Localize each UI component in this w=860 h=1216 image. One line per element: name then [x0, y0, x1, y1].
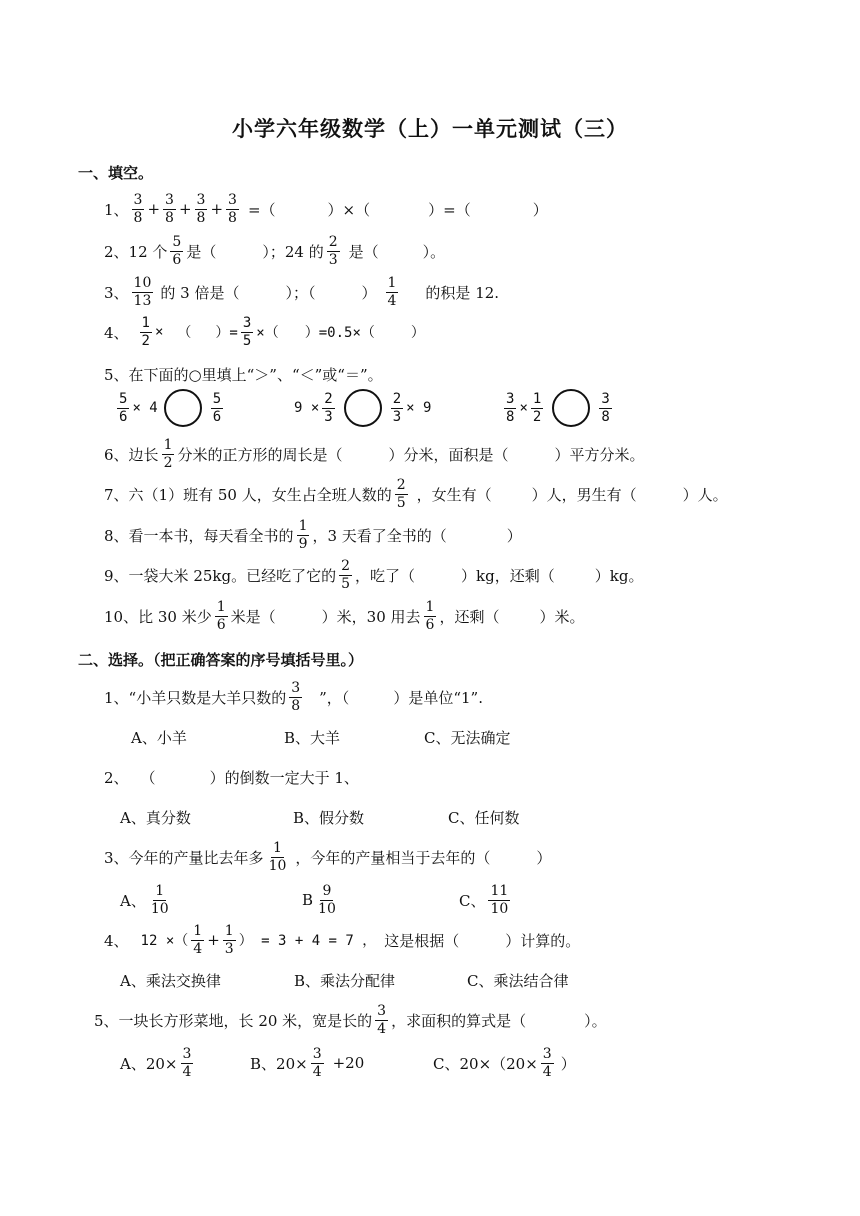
question-number: 6、: [104, 445, 129, 464]
fraction: $\frac{1}{10}$: [150, 883, 169, 917]
option-c[interactable]: C、任何数: [448, 808, 520, 827]
question-1-8: [104, 515, 522, 555]
question-text: 边长: [128, 445, 159, 464]
option-label: +20: [332, 1054, 365, 1072]
comparison-2: [294, 387, 431, 429]
question-text: 一块长方形菜地，长 20 米，宽是长的: [118, 1011, 373, 1030]
plus-sign: +: [147, 200, 161, 218]
question-text: × 9: [406, 400, 432, 416]
fraction: $\frac{2}{5}$: [341, 558, 351, 592]
fraction: $\frac{1}{2}$: [141, 315, 150, 349]
question-text: 的 3 倍是（: [160, 283, 240, 302]
option-label: A、: [120, 891, 146, 910]
fraction: $\frac{3}{8}$: [133, 192, 143, 226]
fraction: $\frac{1}{10}$: [268, 840, 287, 874]
question-text: 看一本书，每天看全书的: [128, 526, 294, 545]
question-2-4: [104, 918, 580, 962]
question-1-3: [104, 272, 499, 312]
fraction: $\frac{3}{4}$: [312, 1046, 322, 1080]
compare-circle[interactable]: [552, 389, 590, 427]
option-a[interactable]: A、真分数: [120, 808, 191, 827]
fraction: $\frac{2}{3}$: [328, 234, 338, 268]
question-text: ）的倒数一定大于 1、: [209, 768, 359, 787]
compare-circle[interactable]: [164, 389, 202, 427]
fraction: $\frac{5}{6}$: [172, 234, 182, 268]
option-label: C、20×（20×: [433, 1054, 538, 1073]
fraction: $\frac{3}{8}$: [506, 391, 515, 425]
question-text: ）是单位“1”.: [393, 688, 483, 707]
option-a[interactable]: [120, 1041, 196, 1085]
question-2-1: [104, 677, 483, 717]
option-b[interactable]: [250, 1041, 364, 1085]
question-text: ）；（: [285, 283, 316, 302]
fraction: $\frac{3}{4}$: [182, 1046, 192, 1080]
options-2-1: [131, 717, 510, 757]
question-1-6: [104, 434, 645, 474]
question-text: ）人。: [682, 485, 728, 504]
fraction: $\frac{1}{3}$: [224, 923, 234, 957]
question-number: 2、: [104, 242, 129, 261]
question-text: ） = 3 + 4 = 7 ，: [238, 933, 377, 949]
question-text: ，吃了（: [355, 566, 416, 585]
question-text: 在下面的○里填上“＞”、“＜”或“＝”。: [128, 365, 383, 384]
fraction: $\frac{2}{5}$: [396, 477, 406, 511]
option-b[interactable]: B、假分数: [293, 808, 365, 827]
option-a[interactable]: [120, 878, 174, 922]
question-text: 分米的正方形的周长是（: [177, 445, 343, 464]
question-number: 9、: [104, 566, 129, 585]
fraction: $\frac{3}{8}$: [165, 192, 174, 226]
question-text: ，今年的产量相当于去年的（: [295, 848, 491, 867]
question-1-4: [104, 312, 425, 352]
question-text: ）；24 的: [262, 242, 324, 261]
question-text: ）: [361, 283, 377, 302]
question-number: 8、: [104, 526, 129, 545]
question-1-2: [104, 231, 445, 271]
option-b[interactable]: B、大羊: [284, 728, 341, 747]
fraction: $\frac{11}{10}$: [490, 883, 509, 917]
question-text: “小羊只数是大羊只数的: [128, 688, 287, 707]
question-number: 4、: [104, 931, 129, 950]
question-number: 5、: [104, 365, 129, 384]
fraction: $\frac{9}{10}$: [318, 883, 336, 917]
question-2-2: [104, 757, 359, 797]
question-text: ）=: [215, 325, 238, 341]
equals-open-paren: =（: [247, 200, 276, 219]
fraction: $\frac{1}{6}$: [425, 599, 435, 633]
fraction: $\frac{2}{3}$: [324, 391, 333, 425]
question-number: 7、: [104, 485, 129, 504]
question-number: 2、: [104, 768, 129, 787]
plus-sign: +: [210, 200, 224, 218]
option-label: A、20×: [120, 1054, 178, 1073]
close-paren: ）: [506, 526, 522, 545]
question-text: 这是根据（: [384, 931, 460, 950]
section-heading-choice: 二、选择。（把正确答案的序号填括号里。）: [78, 651, 364, 669]
option-c[interactable]: [433, 1041, 576, 1085]
option-c[interactable]: C、乘法结合律: [467, 971, 569, 990]
option-a[interactable]: A、乘法交换律: [120, 971, 221, 990]
close-paren: ）: [532, 200, 548, 219]
question-text: ，求面积的算式是（: [391, 1011, 527, 1030]
question-text: 米是（: [230, 607, 276, 626]
question-1-9: [104, 555, 643, 595]
question-text: ）米，30 用去: [321, 607, 421, 626]
option-b[interactable]: B、乘法分配律: [294, 971, 396, 990]
question-text: 12 ×（: [140, 933, 189, 949]
fraction: $\frac{1}{6}$: [216, 599, 226, 633]
question-text: ）。: [422, 242, 446, 261]
option-label: B: [302, 891, 314, 909]
question-2-3: [104, 837, 551, 877]
option-b[interactable]: [302, 878, 341, 922]
question-1-1: [104, 189, 548, 229]
times-sign: ×: [154, 324, 164, 340]
fraction: $\frac{3}{8}$: [291, 680, 301, 714]
fraction: $\frac{3}{8}$: [196, 192, 206, 226]
option-label: B、20×: [250, 1054, 308, 1073]
section-heading-fill-in: 一、填空。: [78, 164, 154, 182]
fraction: $\frac{3}{5}$: [242, 315, 252, 349]
options-2-4: [120, 960, 568, 1000]
question-text: 今年的产量比去年多: [128, 848, 264, 867]
question-text: ）计算的。: [505, 931, 581, 950]
fraction: $\frac{1}{4}$: [387, 275, 397, 309]
comparison-1: [114, 387, 226, 429]
close-paren: ）: [410, 325, 425, 341]
question-text: 比 30 米少: [138, 607, 212, 626]
question-text: ，还剩（: [439, 607, 500, 626]
fraction: $\frac{1}{2}$: [532, 391, 542, 425]
question-text: ，3 天看了全书的（: [312, 526, 447, 545]
question-number: 5、: [94, 1011, 119, 1030]
fraction: $\frac{1}{9}$: [298, 518, 308, 552]
question-text: ）kg。: [594, 566, 644, 585]
fraction: $\frac{3}{8}$: [228, 192, 237, 226]
open-paren: （: [177, 325, 192, 341]
question-text: 9 ×: [294, 400, 320, 416]
option-a[interactable]: A、小羊: [131, 728, 187, 747]
question-number: 1、: [104, 200, 129, 219]
times-sign: ×: [519, 400, 528, 416]
question-text: ”，（: [319, 688, 350, 707]
compare-circle[interactable]: [344, 389, 382, 427]
question-number: 1、: [104, 688, 129, 707]
option-label: C、: [459, 891, 486, 910]
question-text: 一袋大米 25kg。已经吃了它的: [128, 566, 337, 585]
fraction: $\frac{1}{4}$: [193, 923, 203, 957]
question-text: 是（: [348, 242, 379, 261]
open-paren: （: [140, 768, 156, 787]
fraction: $\frac{3}{4}$: [542, 1046, 552, 1080]
question-number: 3、: [104, 848, 129, 867]
fraction: $\frac{3}{4}$: [377, 1003, 387, 1037]
question-text: ）人，男生有（: [531, 485, 637, 504]
question-2-5: [94, 1000, 607, 1040]
question-text: ，女生有（: [416, 485, 492, 504]
question-text: 12 个: [128, 242, 168, 261]
close-paren: ）: [536, 848, 552, 867]
times-paren: ）×（: [327, 200, 371, 219]
question-text: 的积是 12.: [425, 283, 500, 302]
question-1-7: [104, 474, 728, 514]
fraction: $\frac{10}{13}$: [133, 275, 152, 309]
comparison-3: [501, 387, 615, 429]
question-text: ）。: [584, 1011, 607, 1030]
option-c[interactable]: C、无法确定: [424, 728, 511, 747]
question-text: 六（1）班有 50 人，女生占全班人数的: [128, 485, 392, 504]
fraction: $\frac{5}{6}$: [212, 391, 222, 425]
page-title: 小学六年级数学（上）一单元测试（三）: [232, 116, 628, 141]
times-sign: × 4: [132, 400, 158, 416]
question-text: ）平方分米。: [554, 445, 645, 464]
question-text: ×（: [256, 325, 279, 341]
question-number: 10、: [104, 607, 139, 626]
plus-sign: +: [178, 200, 192, 218]
fraction: $\frac{1}{2}$: [163, 437, 173, 471]
equals-paren: ）=（: [428, 200, 471, 219]
question-text: ）分米，面积是（: [388, 445, 509, 464]
plus-sign: +: [207, 931, 220, 949]
fraction: $\frac{5}{6}$: [119, 391, 128, 425]
question-text: 是（: [186, 242, 217, 261]
question-number: 3、: [104, 283, 129, 302]
close-paren: ）: [560, 1054, 576, 1073]
fraction: $\frac{3}{8}$: [601, 391, 610, 425]
options-2-2: [120, 797, 519, 837]
question-text: ）=0.5×（: [304, 325, 375, 341]
question-text: ）米。: [539, 607, 585, 626]
option-c[interactable]: [459, 878, 513, 922]
fraction: $\frac{2}{3}$: [392, 391, 402, 425]
question-number: 4、: [104, 323, 129, 342]
question-text: ）kg，还剩（: [461, 566, 555, 585]
question-1-10: [104, 596, 584, 636]
